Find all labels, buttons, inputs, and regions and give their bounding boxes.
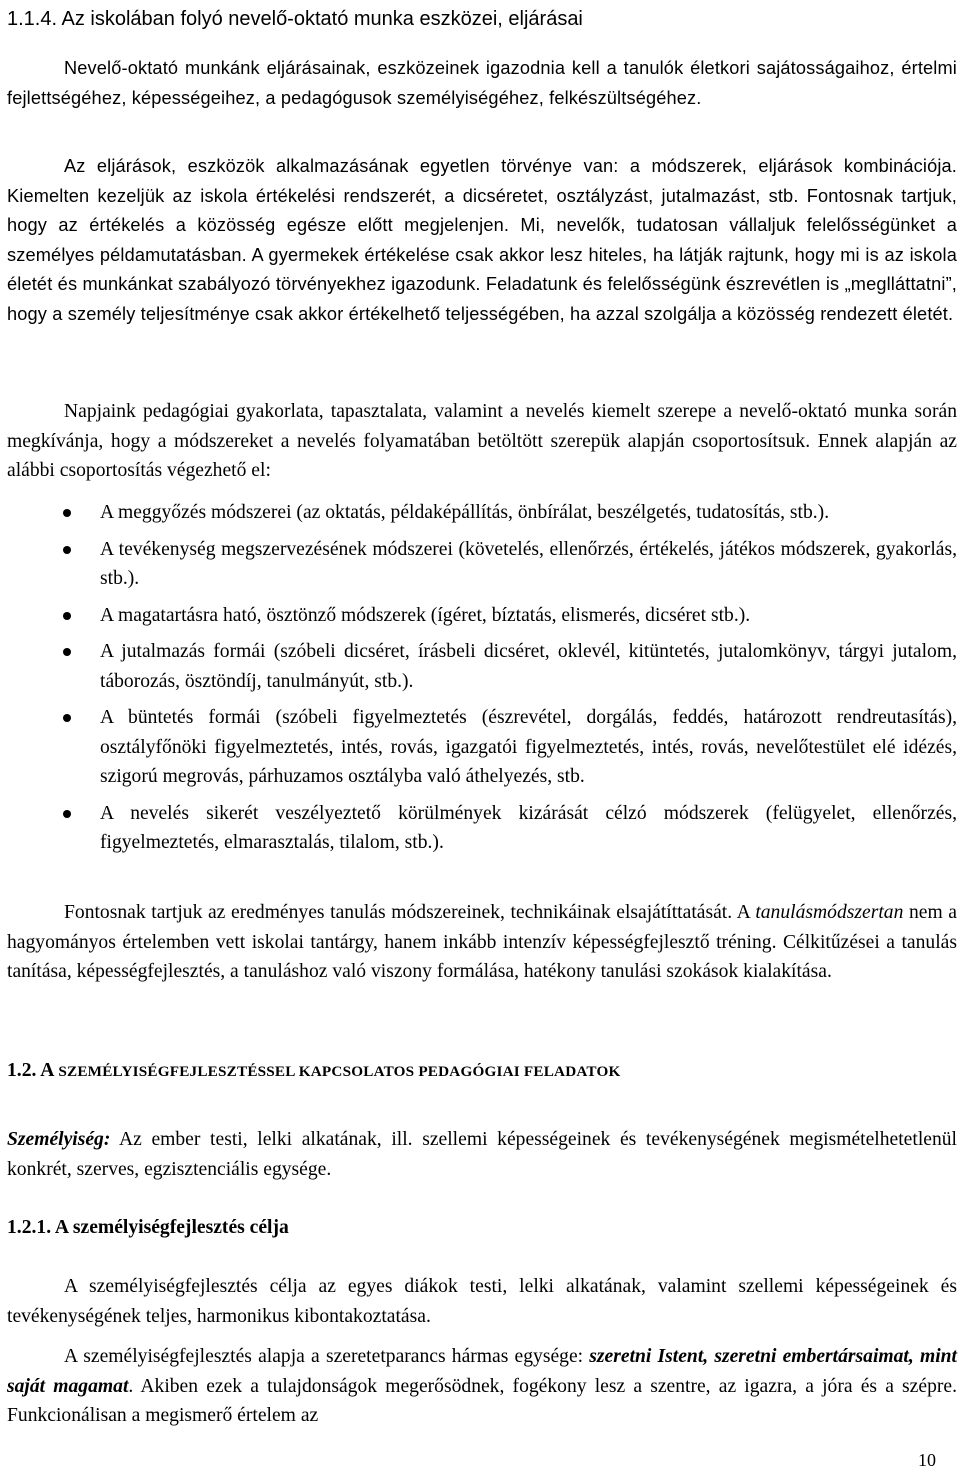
italic-term: tanulásmódszertan <box>755 902 904 923</box>
paragraph-intro: Nevelő-oktató munkánk eljárásainak, eszközeinek igazodnia kell a tanulók életkori sajátosságaihoz, értelmi fejlettségéhez, képességeihez, a pedagógusok személyiségéhez, felkészültségéhez. <box>7 58 957 108</box>
paragraph-grouping: Napjaink pedagógiai gyakorlata, tapasztalata, valamint a nevelés kiemelt szerepe a nevelő-oktató munka során megkívánja, hogy a módszereket a nevelés folyamatában betöltött szerepük alapján csoportosítsuk. Ennek alapján az alábbi csoportosítás végezhető el: <box>7 401 957 481</box>
italic-bold-phrase: szeretni Istent, szeretni embertársaimat, mint saját magamat <box>7 1346 957 1397</box>
list-item: A jutalmazás formái (szóbeli dicséret, írásbeli dicséret, oklevél, kitüntetés, jutalomkönyv, tárgyi jutalom, táborozás, ösztöndíj, tanulmányút, stb.). <box>7 637 957 696</box>
paragraph-definition: Személyiség: Az ember testi, lelki alkatának, ill. szellemi képességeinek és tevékenységének megismételhetetlenül konkrét, szerves, egzisztenciális egysége. <box>7 1129 957 1180</box>
definition-term: Személyiség: <box>7 1129 111 1150</box>
section-heading-1-2: 1.2. A SZEMÉLYISÉGFEJLESZTÉSSEL KAPCSOLATOS PEDAGÓGIAI FELADATOK <box>7 1060 621 1081</box>
paragraph-basis: A személyiségfejlesztés alapja a szeretetparancs hármas egysége: szeretni Istent, szeretni embertársaimat, mint saját magamat. Akiben ezek a tulajdonságok megerősödnek, fogékony lesz a szentre, az igazra, a jóra és a szépre. Funkcionálisan a megismerő értelem az <box>7 1346 957 1426</box>
page-number: 10 <box>918 1450 936 1470</box>
list-item: A tevékenység megszervezésének módszerei (követelés, ellenőrzés, értékelés, játékos módszerek, gyakorlás, stb.). <box>7 535 957 594</box>
section-heading-1-1-4: 1.1.4. Az iskolában folyó nevelő-oktató munka eszközei, eljárásai <box>7 8 583 30</box>
paragraph-learning-methods: Fontosnak tartjuk az eredményes tanulás módszereinek, technikáinak elsajátíttatását. A tanulásmódszertan nem a hagyományos értelemben vett iskolai tantárgy, hanem inkább intenzív képességfejlesztő tréning. Célkitűzései a tanulás tanítása, képességfejlesztés, a tanuláshoz való viszony formálása, hatékony tanulási szokások kialakítása. <box>7 902 958 982</box>
bullet-icon <box>63 714 71 722</box>
list-item: A büntetés formái (szóbeli figyelmeztetés (észrevétel, dorgálás, feddés, határozott rendreutasítás), osztályfőnöki figyelmeztetés, intés, rovás, igazgatói figyelmeztetés, intés, rovás, nevelőtestület elé idézés, szigorú megrovás, párhuzamos osztályba való áthelyezés, stb. <box>7 703 957 792</box>
paragraph-methods-text: Az eljárások, eszközök alkalmazásának egyetlen törvénye van: a módszerek, eljárások kombinációja. Kiemelten kezeljük az iskola értékelési rendszerét, a dicséretet, osztályzást, jutalmazást, stb. Fontosnak tartjuk, hogy az értékelés a közösség egésze előtt megjelenjen. Mi, nevelők, tudatosan vállaljuk felelősségünket a személyes példamutatásban. A gyermekek értékelése csak akkor lesz hiteles, ha látják rajtunk, hogy mi is az iskola életét és munkánkat szabályozó törvényekhez igazodunk. Feladatunk és felelősségünk észrevétlen is „meglláttatni”, hogy a személy teljesítménye csak akkor értékelhető teljességében, ha azzal szolgálja a közösség rendezett életét. <box>7 156 957 324</box>
bullet-icon <box>63 810 71 818</box>
methods-list <box>7 498 957 858</box>
section-heading-1-2-1: 1.2.1. A személyiségfejlesztés célja <box>7 1217 289 1238</box>
paragraph-methods <box>7 152 957 329</box>
bullet-icon <box>63 612 71 620</box>
list-item: A meggyőzés módszerei (az oktatás, példaképállítás, önbírálat, beszélgetés, tudatosítás, stb.). <box>7 498 957 528</box>
list-item: A magatartásra ható, ösztönző módszerek (ígéret, bíztatás, elismerés, dicséret stb.). <box>7 601 957 631</box>
list-item: A nevelés sikerét veszélyeztető körülmények kizárását célzó módszerek (felügyelet, ellenőrzés, figyelmeztetés, elmarasztalás, tilalom, stb.). <box>7 799 957 858</box>
paragraph-goal: A személyiségfejlesztés célja az egyes diákok testi, lelki alkatának, valamint szellemi képességeinek és tevékenységének teljes, harmonikus kibontakoztatása. <box>7 1276 957 1327</box>
bullet-icon <box>63 509 71 517</box>
bullet-icon <box>63 546 71 554</box>
bullet-icon <box>63 648 71 656</box>
